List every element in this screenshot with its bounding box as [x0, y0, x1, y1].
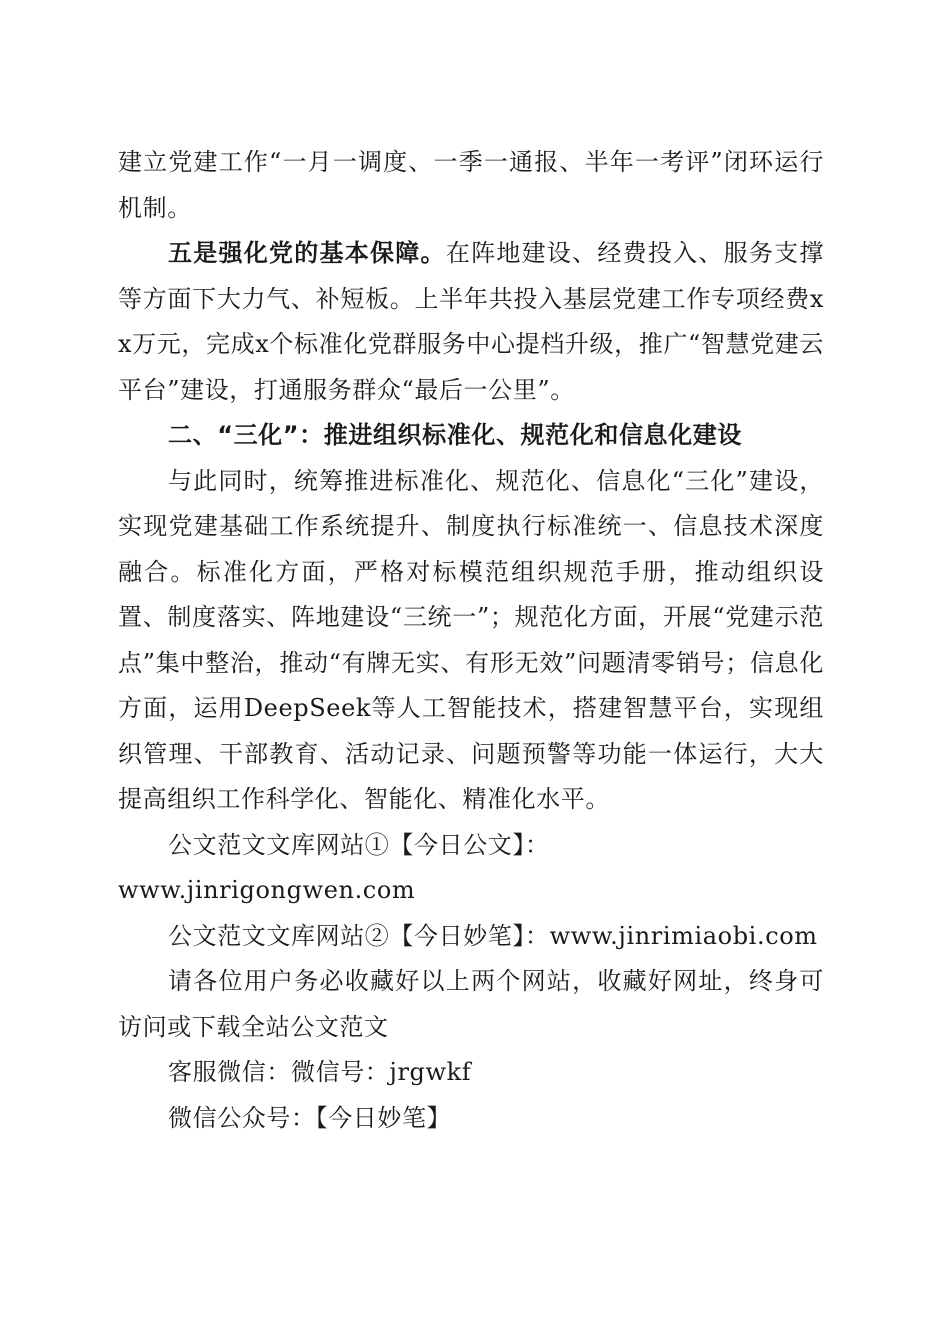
site1-url: www.jinrigongwen.com: [118, 876, 416, 904]
paragraph-three-modernizations: 与此同时，统筹推进标准化、规范化、信息化“三化”建设，实现党建基础工作系统提升、制度执行标准统一、信息技术深度融合。标准化方面，严格对标模范组织规范手册，推动组织设置、制度落实、阵地建设“三统一”；规范化方面，开展“党建示范点”集中整治，推动“有牌无实、有形无效”问题清零销号；信息化方面，运用DeepSeek等人工智能技术，搭建智慧平台，实现组织管理、干部教育、活动记录、问题预警等功能一体运行，大大提高组织工作科学化、智能化、精准化水平。: [118, 466, 824, 813]
site1-label: 公文范文文库网站①【今日公文】：: [168, 830, 550, 859]
bookmark-notice: 请各位用户务必收藏好以上两个网站，收藏好网址，终身可访问或下载全站公文范文: [118, 967, 824, 1041]
section-heading-three-modernizations: 二、“三化”：推进组织标准化、规范化和信息化建设: [168, 421, 742, 449]
document-body: [118, 140, 824, 1141]
paragraph-lead-heading: 五是强化党的基本保障。: [168, 239, 446, 267]
wechat-public-line: 微信公众号：【今日妙笔】: [168, 1103, 452, 1132]
paragraph-closing-mechanism: 建立党建工作“一月一调度、一季一通报、半年一考评”闭环运行机制。: [118, 148, 824, 222]
paragraph-body-text: 在阵地建设、经费投入、服务支撑等方面下大力气、补短板。上半年共投入基层党建工作专项经费xx万元，完成x个标准化党群服务中心提档升级，推广“智慧党建云平台”建设，打通服务群众“最后一公里”。: [118, 239, 824, 404]
wechat-service-line: 客服微信：微信号：jrgwkf: [168, 1058, 472, 1086]
paragraph-basic-guarantee: [118, 231, 824, 413]
site2-line: 公文范文文库网站②【今日妙笔】：www.jinrimiaobi.com: [168, 921, 818, 950]
